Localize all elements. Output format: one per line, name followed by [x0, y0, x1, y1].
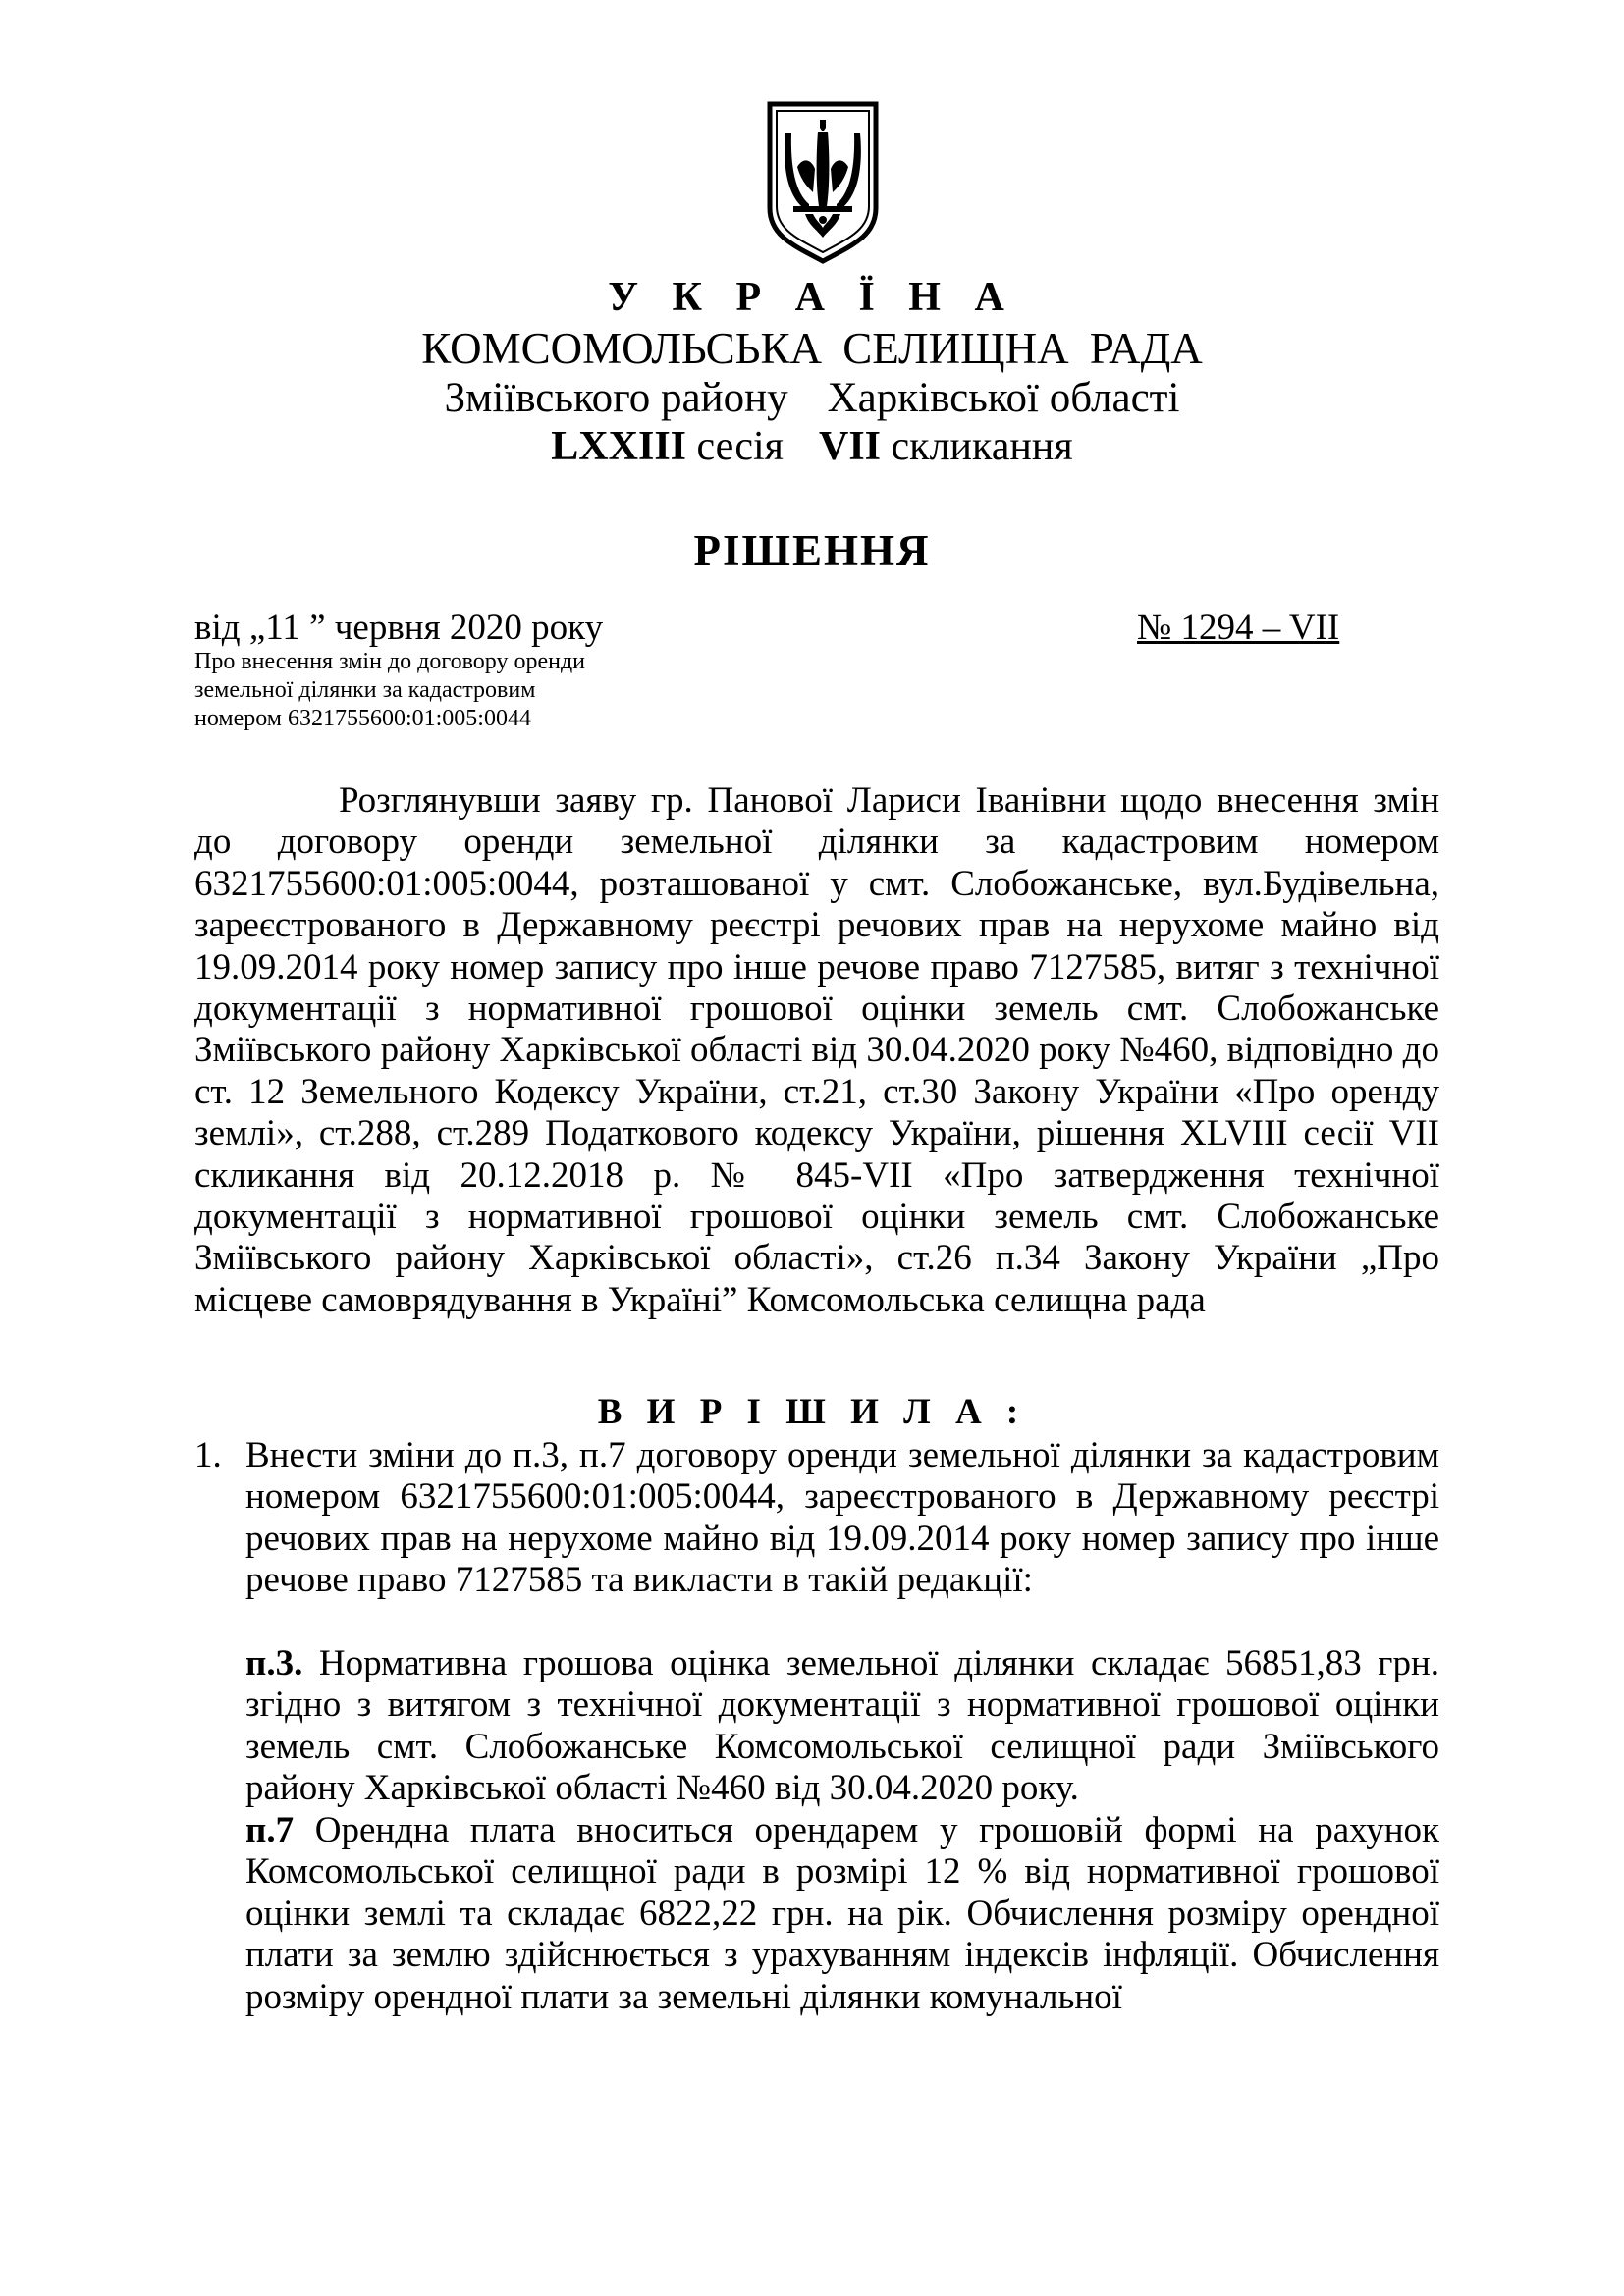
clause-text: Нормативна грошова оцінка земельної ділянки складає 56851,83 грн. згідно з витягом з технічної документації з нормативної грошової оцінки земель смт. Слобожанське Комсомольської селищної ради Зміївського району Харківської області №460 від 30.04.2020 року. [245, 1643, 1439, 1809]
district-name: Зміївського району [444, 375, 788, 421]
clause-label: п.7 [245, 1810, 295, 1850]
session-word: сесія [696, 424, 784, 469]
decision-number: № 1294 – VII [1137, 608, 1340, 648]
clause-paragraph [245, 1643, 1439, 1810]
decision-date: від „11 ” червня 2020 року [194, 608, 604, 648]
session-line [0, 426, 1624, 467]
decision-subject [194, 648, 744, 733]
clause-text: Орендна плата вноситься орендарем у грошовій формі на рахунок Комсомольської селищної ради в розмірі 12 % від нормативної грошової оцінки землі та складає 6822,22 грн. на рік. Обчислення розміру орендної плати за землю здійснюється з урахуванням індексів інфляції. Обчислення розміру орендної плати за земельні ділянки комунальної [245, 1810, 1439, 2017]
trident-coat-of-arms-icon [764, 98, 882, 265]
subject-line: Про внесення змін до договору оренди [194, 649, 585, 674]
clause-paragraph [245, 1810, 1439, 2018]
district-line [0, 377, 1624, 419]
list-item-number: 1. [194, 1435, 222, 1475]
subject-line: номером 6321755600:01:005:0044 [194, 706, 531, 731]
convocation-number: VII [819, 424, 882, 469]
subject-line: земельної ділянки за кадастровим [194, 677, 536, 703]
resolved-heading: В И Р І Ш И Л А : [597, 1392, 1027, 1432]
council-title: КОМСОМОЛЬСЬКА СЕЛИЩНА РАДА [421, 324, 1203, 373]
country-title: У К Р А Ї Н А [608, 275, 1016, 320]
list-item-text: Внести зміни до п.3, п.7 договору оренди земельної ділянки за кадастровим номером 6321755600:01:005:0044, зареєстрованого в Державному реєстрі речових прав на нерухоме майно від 19.09.2014 року номер запису про інше речове право 7127585 та викласти в такій редакції: [245, 1435, 1439, 1601]
region-name: Харківської області [827, 375, 1180, 421]
preamble-paragraph: Розглянувши заяву гр. Панової Лариси Іванівни щодо внесення змін до договору оренди земельної ділянки за кадастровим номером 6321755600:01:005:0044, розташованої у смт. Слобожанське, вул.Будівельна, зареєстрованого в Державному реєстрі речових прав на нерухоме майно від 19.09.2014 року номер запису про інше речове право 7127585, витяг з технічної документації з нормативної грошової оцінки земель смт. Слобожанське Зміївського району Харківської області від 30.04.2020 року №460, відповідно до ст. 12 Земельного Кодексу України, ст.21, ст.30 Закону України «Про оренду землі», ст.288, ст.289 Податкового кодексу України, рішення XLVIII сесії VII скликання від 20.12.2018 р. № 845-VII «Про затвердження технічної документації з нормативної грошової оцінки земель смт. Слобожанське Зміївського району Харківської області», ст.26 п.34 Закону України „Про місцеве самоврядування в Україні” Комсомольська селищна рада [194, 780, 1439, 1320]
session-number: LXXIII [551, 424, 687, 469]
document-type-title: РІШЕННЯ [693, 526, 931, 575]
clause-label: п.3. [245, 1643, 303, 1683]
convocation-word: скликання [891, 424, 1073, 469]
